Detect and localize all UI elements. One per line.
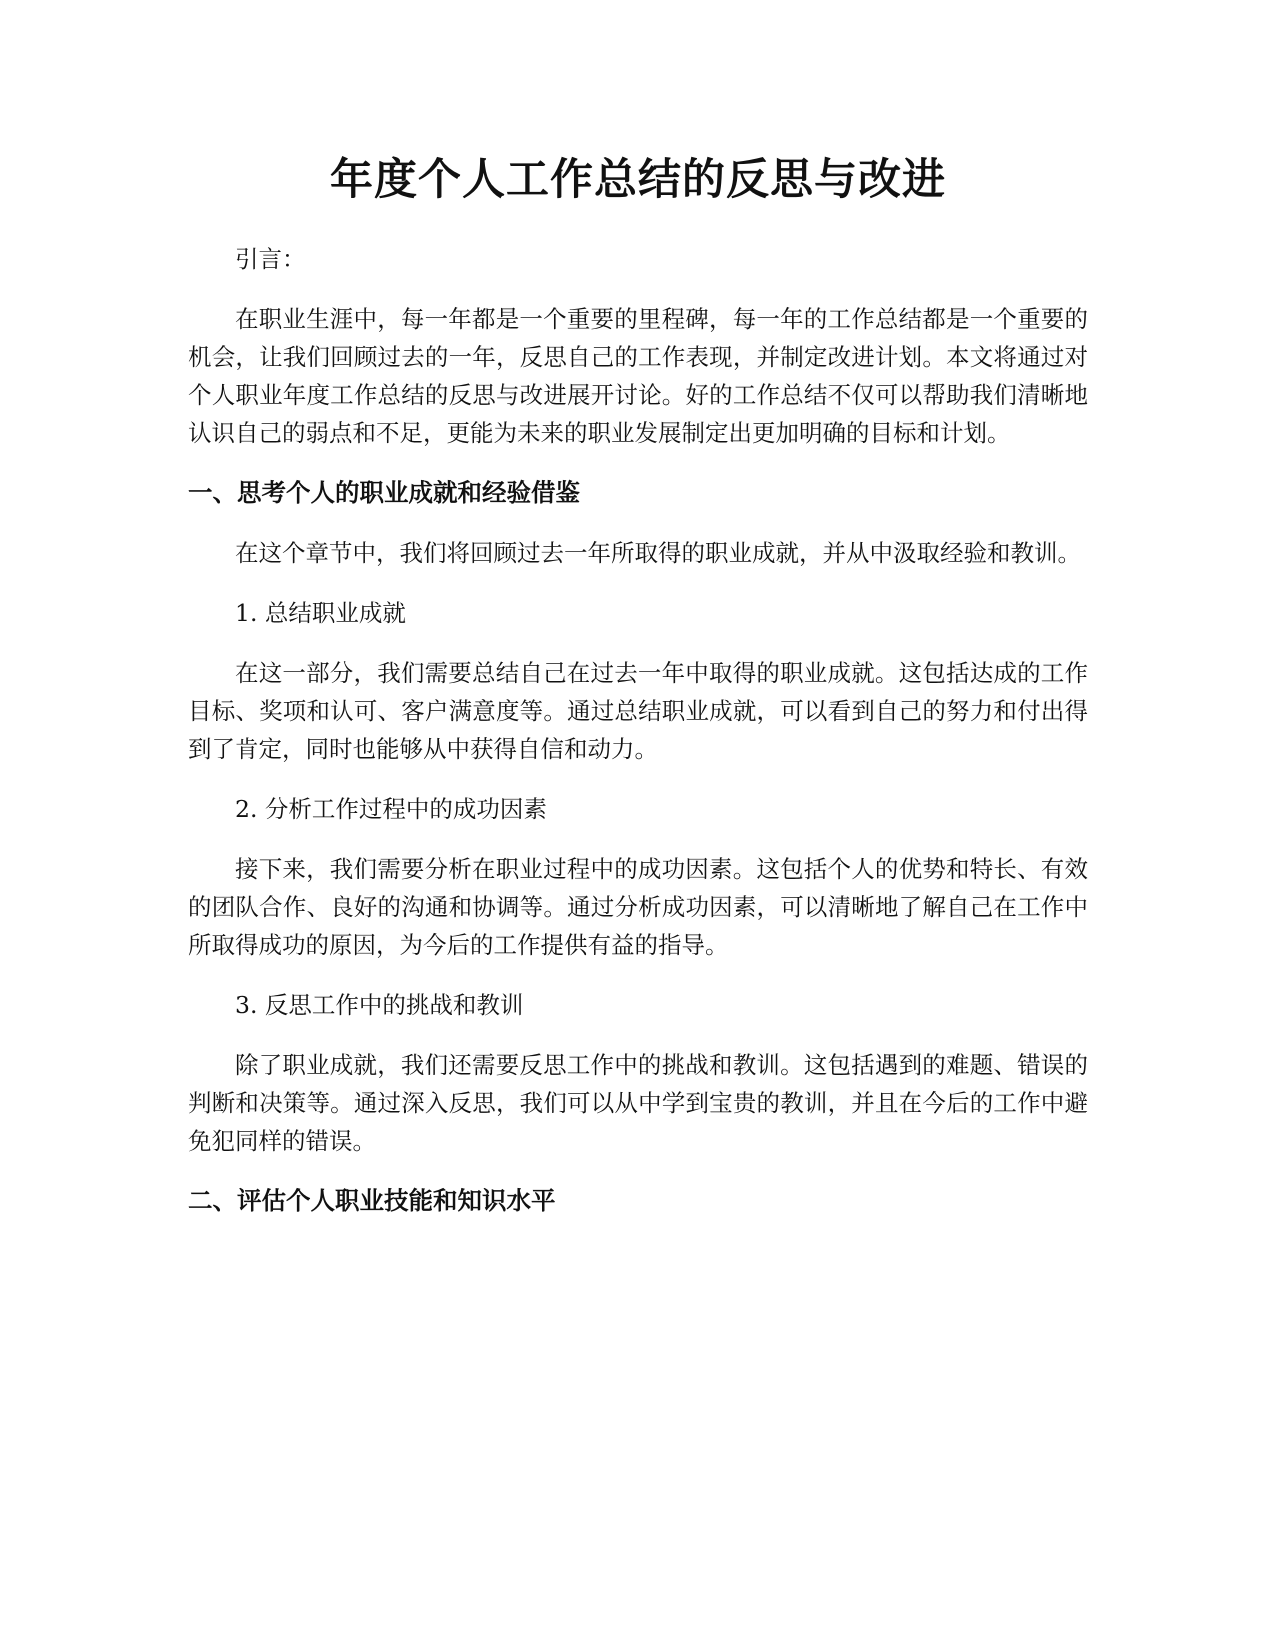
intro-label: 引言： xyxy=(235,245,306,273)
subsection-title-3: 3. 反思工作中的挑战和教训 xyxy=(235,991,524,1019)
subsection-title-1: 1. 总结职业成就 xyxy=(235,599,406,627)
subsection-body-3: 除了职业成就，我们还需要反思工作中的挑战和教训。这包括遇到的难题、错误的判断和决策等。通过深入反思，我们可以从中学到宝贵的教训，并且在今后的工作中避免犯同样的错误。 xyxy=(188,1051,1088,1155)
section-heading-1: 一、思考个人的职业成就和经验借鉴 xyxy=(188,478,580,507)
subsection-body-1: 在这一部分，我们需要总结自己在过去一年中取得的职业成就。这包括达成的工作目标、奖项和认可、客户满意度等。通过总结职业成就，可以看到自己的努力和付出得到了肯定，同时也能够从中获得自信和动力。 xyxy=(188,659,1088,763)
subsection-title-2: 2. 分析工作过程中的成功因素 xyxy=(235,795,547,823)
subsection-body-2: 接下来，我们需要分析在职业过程中的成功因素。这包括个人的优势和特长、有效的团队合作、良好的沟通和协调等。通过分析成功因素，可以清晰地了解自己在工作中所取得成功的原因，为今后的工作提供有益的指导。 xyxy=(188,855,1088,959)
section-1-intro: 在这个章节中，我们将回顾过去一年所取得的职业成就，并从中汲取经验和教训。 xyxy=(235,539,1081,567)
intro-paragraph: 在职业生涯中，每一年都是一个重要的里程碑，每一年的工作总结都是一个重要的机会，让我们回顾过去的一年，反思自己的工作表现，并制定改进计划。本文将通过对个人职业年度工作总结的反思与改进展开讨论。好的工作总结不仅可以帮助我们清晰地认识自己的弱点和不足，更能为未来的职业发展制定出更加明确的目标和计划。 xyxy=(188,305,1088,447)
document-content xyxy=(188,150,1088,1220)
section-heading-2: 二、评估个人职业技能和知识水平 xyxy=(188,1186,556,1215)
document-title: 年度个人工作总结的反思与改进 xyxy=(330,155,946,205)
